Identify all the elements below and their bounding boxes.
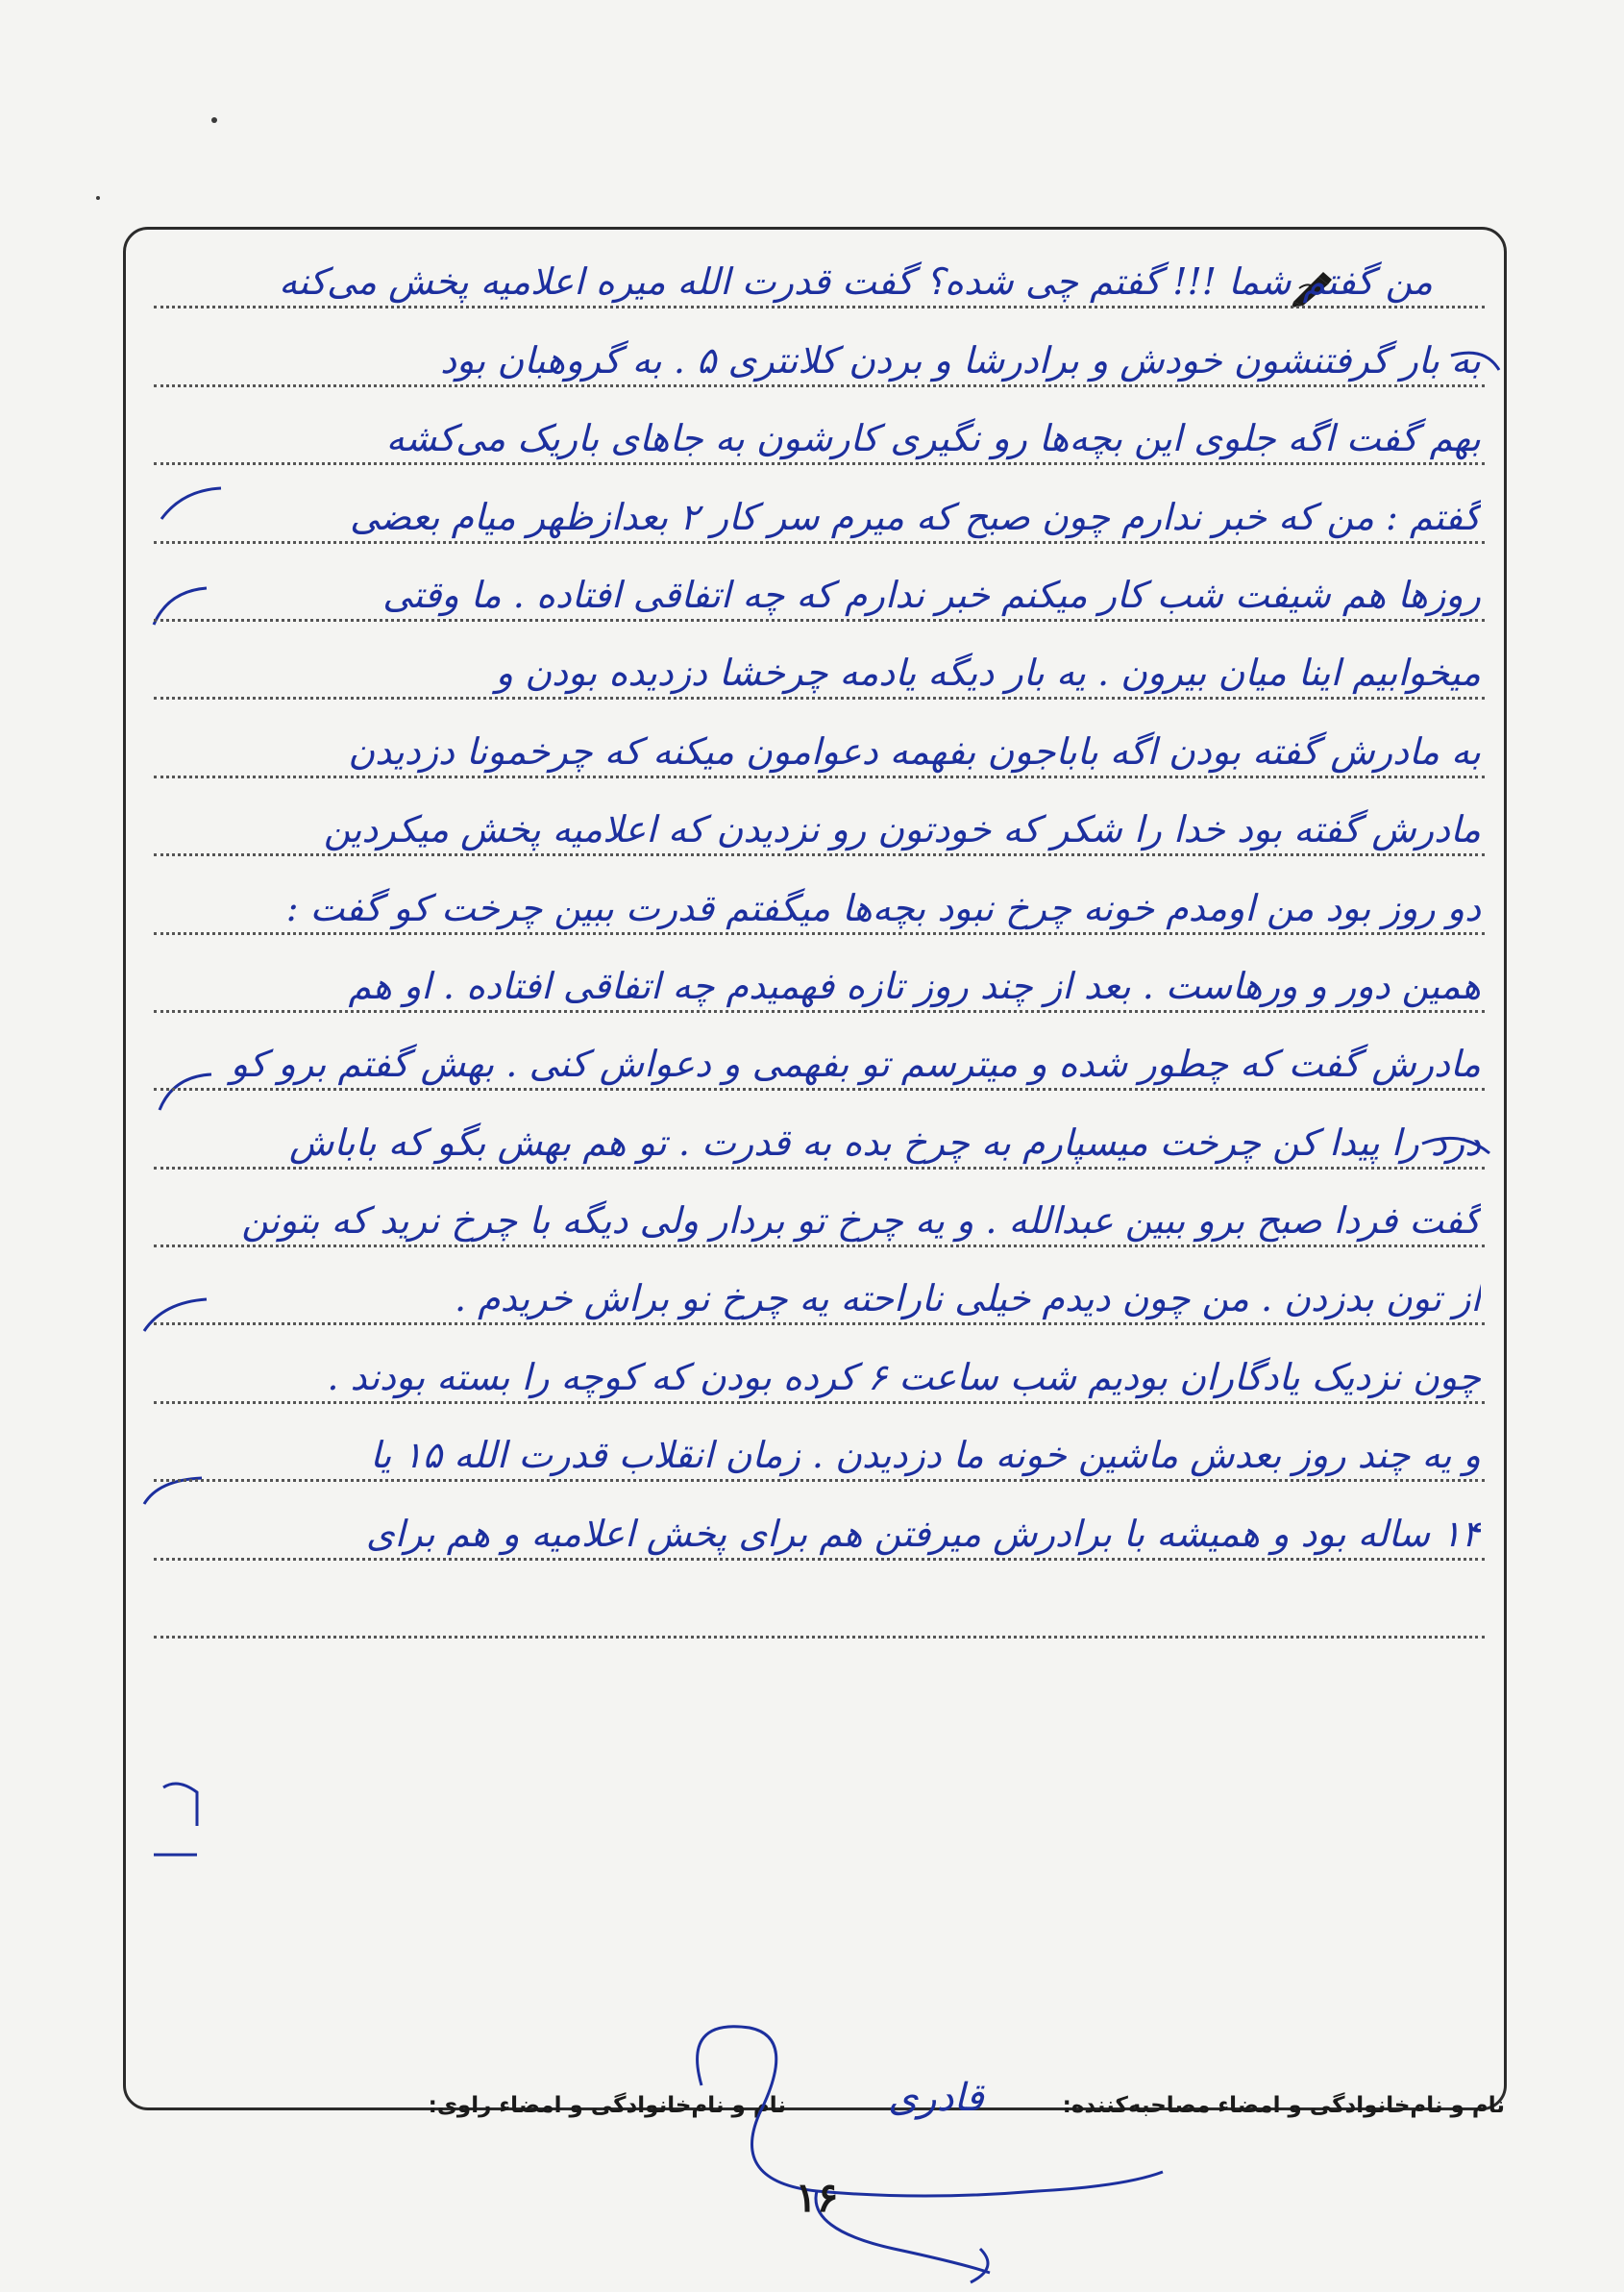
transcript-line [154,1414,1485,1491]
transcript-line [154,1100,1485,1178]
transcript-line-text: و یه چند روز بعدش ماشین خونه ما دزدیدن . زمان انقلاب قدرت الله ۱۵ یا [370,1434,1481,1477]
transcript-line [154,631,1485,709]
transcript-line [154,1491,1485,1569]
transcript-line-text: دزد را پیدا کن چرخت میسپارم به چرخ بده به قدرت . تو هم بهش بگو که باباش [289,1121,1481,1164]
transcript-line [154,1257,1485,1335]
transcript-line-text: از تون بدزدن . من چون دیدم خیلی ناراحته یه چرخ نو براش خریدم . [454,1277,1481,1320]
transcript-line [154,1335,1485,1413]
transcript-line-text: همین دور و ورهاست . بعد از چند روز تازه فهمیدم چه اتفاقی افتاده . او هم [348,964,1481,1007]
page-number: ۱۶ [795,2174,839,2221]
transcript-line-text: چون نزدیک یادگاران بودیم شب ساعت ۶ کرده بودن که کوچه را بسته بودند . [327,1355,1481,1398]
transcript-line-text: به مادرش گفته بودن اگه باباجون بفهمه دعوامون میکنه که چرخمونا دزدیدن [348,729,1481,773]
transcript-line [154,475,1485,553]
transcript-line-text: میخوابیم اینا میان بیرون . یه بار دیگه یادمه چرخشا دزدیده بودن و [495,652,1481,695]
transcript-body [154,240,1485,1648]
interviewer-label: نام و نام‌خانوادگی و امضاء مصاحبه‌کننده: [1062,2093,1505,2118]
narrator-label: نام و نام‌خانوادگی و امضاء راوی: [428,2093,786,2118]
transcript-line-text: دو روز بود من اومدم خونه چرخ نبود بچه‌ها میگفتم قدرت ببین چرخت کو گفت : [285,886,1481,929]
transcript-line-text: به بار گرفتنشون خودش و برادرشا و بردن کلانتری ۵ . به گروهبان بود [440,338,1481,382]
transcript-line-text: مادرش گفت که چطور شده و میترسم تو بفهمی و دعواش کنی . بهش گفتم برو کو [230,1043,1481,1086]
transcript-line [154,1023,1485,1100]
transcript-line-text: ۱۴ ساله بود و همیشه با برادرش میرفتن هم برای پخش اعلامیه و هم برای [365,1512,1481,1555]
transcript-line-text: گفتم : من که خبر ندارم چون صبح که میرم سر کار ۲ بعدازظهر میام بعضی [350,495,1481,538]
transcript-line [154,1179,1485,1257]
signature-scribble [673,1999,1172,2287]
transcript-line-text: روزها هم شیفت شب کار میکنم خبر ندارم که چه اتفاقی افتاده . ما وقتی [382,573,1481,616]
transcript-line [154,945,1485,1023]
transcript-line [154,318,1485,396]
transcript-line [154,709,1485,787]
transcript-line [154,788,1485,866]
transcript-line-text: بهم گفت اگه جلوی این بچه‌ها رو نگیری کارشون به جاهای باریک می‌کشه [385,417,1481,460]
transcript-line [154,554,1485,631]
transcript-line [154,1570,1485,1648]
interviewer-signature-name: قادری [888,2076,984,2120]
transcript-line-text: من گفتم شما !!! گفتم چی شده؟ گفت قدرت الله میره اعلامیه پخش می‌کنه [279,260,1433,304]
transcript-line [154,240,1485,318]
transcript-line-text: مادرش گفته بود خدا را شکر که خودتون رو نزدیدن که اعلامیه پخش میکردین [323,808,1481,851]
transcript-line-text: گفت فردا صبح برو ببین عبدالله . و یه چرخ تو بردار ولی دیگه با چرخ نرید که بتونن [241,1199,1481,1243]
transcript-line [154,866,1485,944]
transcript-line [154,397,1485,475]
